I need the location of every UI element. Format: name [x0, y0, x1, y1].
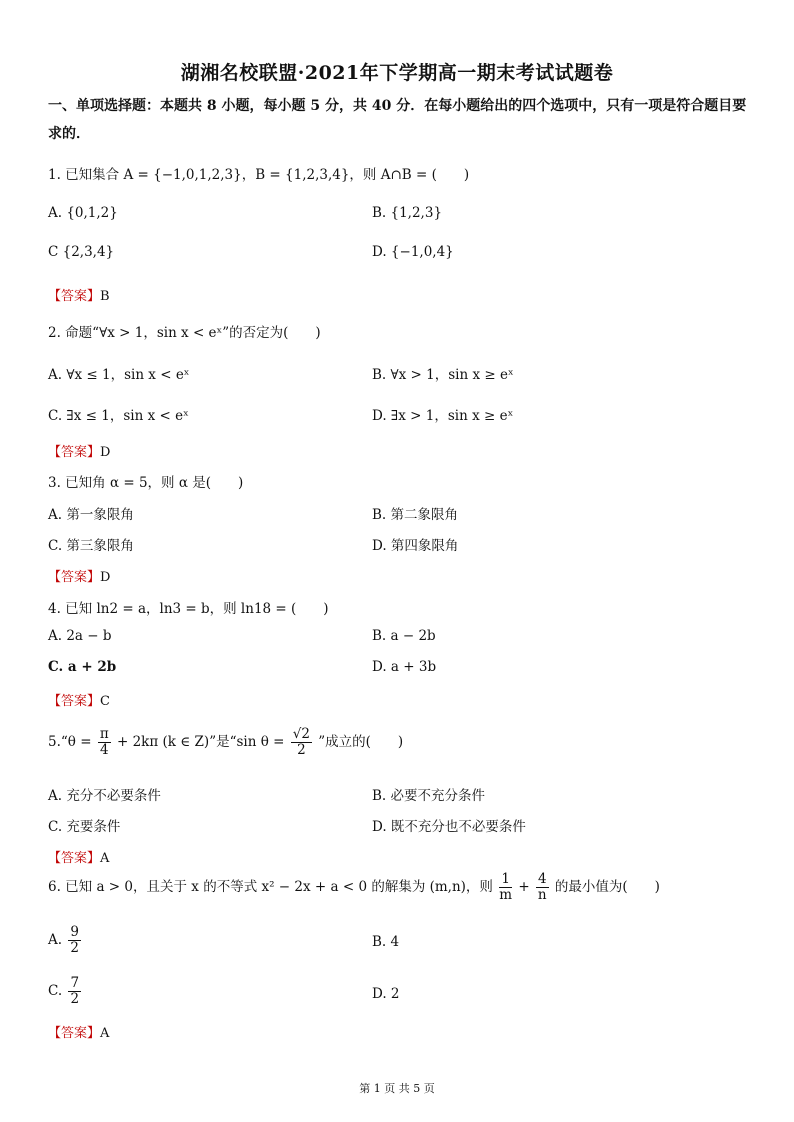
- page-title: 湖湘名校联盟·2021年下学期高一期末考试试题卷: [180, 62, 614, 84]
- question-2-option-c[interactable]: C. ∃x ≤ 1，sin x < eˣ: [48, 408, 189, 424]
- question-4-option-c[interactable]: C. a + 2b: [48, 659, 117, 675]
- question-3-stem: 3. 已知角 α = 5，则 α 是( ): [48, 475, 244, 491]
- question-6-option-c[interactable]: C. $\frac{7}{2}$: [48, 975, 80, 1007]
- question-6-stem: 6. 已知 a > 0，且关于 x 的不等式 x² − 2x + a < 0 的解集为 (m,n)，则 $\frac{1}{m}$ + $\frac{4}{n}$ 的最小值为( ): [48, 871, 660, 903]
- question-1-option-c[interactable]: C {2,3,4}: [48, 244, 115, 260]
- question-5-answer: 【答案】A: [48, 851, 110, 866]
- fraction-7-over-2: $\frac{7}{2}$: [70, 975, 80, 1007]
- question-4-stem: 4. 已知 ln2 = a，ln3 = b，则 ln18 = ( ): [48, 601, 329, 617]
- question-4-option-d[interactable]: D. a + 3b: [372, 659, 437, 675]
- fraction-9-over-2: $\frac{9}{2}$: [70, 924, 79, 956]
- question-2-answer: 【答案】D: [48, 445, 111, 460]
- question-1-answer: 【答案】B: [48, 289, 110, 304]
- question-1-option-a[interactable]: A. {0,1,2}: [48, 205, 118, 221]
- fraction-4-over-n: $\frac{4}{n}$: [537, 871, 547, 903]
- fraction-1-over-m: $\frac{1}{m}$: [499, 871, 513, 903]
- question-5-option-c[interactable]: C. 充要条件: [48, 819, 121, 835]
- question-2-stem: 2. 命题“∀x > 1，sin x < eˣ”的否定为( ): [48, 325, 321, 341]
- question-1-option-b[interactable]: B. {1,2,3}: [372, 205, 443, 221]
- fraction-sqrt2-over-2: $\frac{√2}{2}$: [292, 726, 310, 758]
- question-4-answer: 【答案】C: [48, 694, 110, 709]
- question-3-answer: 【答案】D: [48, 570, 111, 585]
- question-2-option-d[interactable]: D. ∃x > 1，sin x ≥ eˣ: [372, 408, 514, 424]
- question-5-option-a[interactable]: A. 充分不必要条件: [48, 788, 161, 804]
- question-2-option-a[interactable]: A. ∀x ≤ 1，sin x < eˣ: [48, 367, 190, 383]
- question-5-option-b[interactable]: B. 必要不充分条件: [372, 788, 486, 804]
- question-4-option-a[interactable]: A. 2a − b: [48, 628, 112, 644]
- question-6-option-a[interactable]: A. $\frac{9}{2}$: [48, 924, 79, 956]
- question-5-stem: 5.“θ = $\frac{\pi}{4}$ + 2kπ (k ∈ Z)”是“sin θ = $\frac{√2}{2}$ ”成立的( ): [48, 726, 404, 758]
- question-2-option-b[interactable]: B. ∀x > 1，sin x ≥ eˣ: [372, 367, 514, 383]
- question-3-option-b[interactable]: B. 第二象限角: [372, 507, 459, 523]
- page-footer: 第 1 页 共 5 页: [359, 1082, 435, 1095]
- question-6-answer: 【答案】A: [48, 1026, 110, 1041]
- question-5-option-d[interactable]: D. 既不充分也不必要条件: [372, 819, 526, 835]
- question-3-option-a[interactable]: A. 第一象限角: [48, 507, 134, 523]
- question-1-option-d[interactable]: D. {−1,0,4}: [372, 244, 454, 260]
- section-heading: 一、单项选择题：本题共 8 小题，每小题 5 分，共 40 分．在每小题给出的四个选项中，只有一项是符合题目要求的．: [48, 98, 747, 142]
- question-4-option-b[interactable]: B. a − 2b: [372, 628, 436, 644]
- question-3-option-c[interactable]: C. 第三象限角: [48, 538, 134, 554]
- question-1-stem: 1. 已知集合 A = {−1,0,1,2,3}，B = {1,2,3,4}，则 A∩B = ( ): [48, 167, 470, 183]
- question-3-option-d[interactable]: D. 第四象限角: [372, 538, 459, 554]
- question-6-option-d[interactable]: D. 2: [372, 986, 400, 1002]
- question-6-option-b[interactable]: B. 4: [372, 934, 400, 950]
- fraction-pi-over-4: $\frac{\pi}{4}$: [99, 726, 109, 758]
